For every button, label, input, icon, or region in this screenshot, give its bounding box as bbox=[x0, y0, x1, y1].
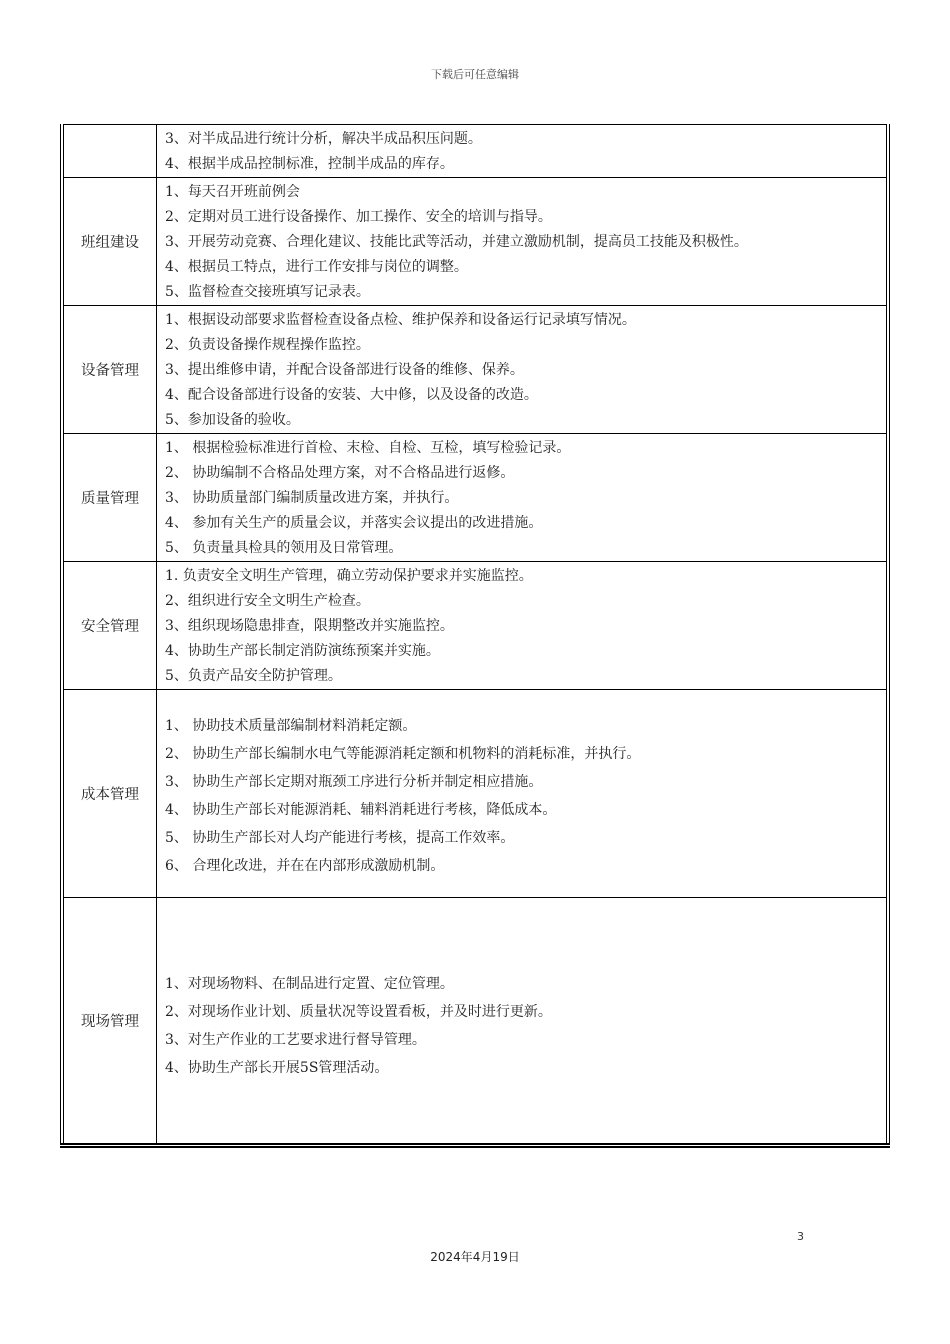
responsibility-table bbox=[60, 124, 890, 1148]
list-item: 3、对半成品进行统计分析，解决半成品积压问题。 bbox=[165, 131, 482, 147]
row-content bbox=[157, 178, 889, 306]
list-item: 1、 根据检验标准进行首检、末检、自检、互检，填写检验记录。 bbox=[165, 440, 571, 456]
list-item: 3、组织现场隐患排查，限期整改并实施监控。 bbox=[165, 618, 454, 634]
list-item: 3、对生产作业的工艺要求进行督导管理。 bbox=[165, 1032, 426, 1048]
list-item: 2、 协助生产部长编制水电气等能源消耗定额和机物料的消耗标准，并执行。 bbox=[165, 746, 641, 762]
list-item: 5、监督检查交接班填写记录表。 bbox=[165, 284, 370, 300]
list-item: 2、 协助编制不合格品处理方案，对不合格品进行返修。 bbox=[165, 465, 515, 481]
list-item: 1、每天召开班前例会 bbox=[165, 184, 300, 200]
row-label: 安全管理 bbox=[62, 562, 157, 690]
list-item: 6、 合理化改进，并在在内部形成激励机制。 bbox=[165, 858, 445, 874]
row-content bbox=[157, 562, 889, 690]
list-item: 1、对现场物料、在制品进行定置、定位管理。 bbox=[165, 976, 454, 992]
table-row bbox=[62, 562, 888, 690]
row-label: 设备管理 bbox=[62, 306, 157, 434]
list-item: 4、协助生产部长开展5S管理活动。 bbox=[165, 1060, 389, 1076]
row-content bbox=[157, 898, 889, 1146]
header-note: 下载后可任意编辑 bbox=[431, 68, 519, 81]
list-item: 1、 协助技术质量部编制材料消耗定额。 bbox=[165, 718, 417, 734]
table-row bbox=[62, 178, 888, 306]
table-row bbox=[62, 125, 888, 178]
table-row bbox=[62, 306, 888, 434]
row-label: 现场管理 bbox=[62, 898, 157, 1146]
row-content bbox=[157, 125, 889, 178]
list-item: 4、根据员工特点，进行工作安排与岗位的调整。 bbox=[165, 259, 468, 275]
list-item: 1. 负责安全文明生产管理，确立劳动保护要求并实施监控。 bbox=[165, 568, 533, 584]
list-item: 5、 协助生产部长对人均产能进行考核，提高工作效率。 bbox=[165, 830, 515, 846]
list-item: 2、组织进行安全文明生产检查。 bbox=[165, 593, 370, 609]
list-item: 3、 协助质量部门编制质量改进方案，并执行。 bbox=[165, 490, 459, 506]
table-row bbox=[62, 898, 888, 1146]
row-label: 班组建设 bbox=[62, 178, 157, 306]
list-item: 2、对现场作业计划、质量状况等设置看板，并及时进行更新。 bbox=[165, 1004, 552, 1020]
list-item: 3、开展劳动竞赛、合理化建议、技能比武等活动，并建立激励机制，提高员工技能及积极性。 bbox=[165, 234, 748, 250]
list-item: 5、参加设备的验收。 bbox=[165, 412, 300, 428]
list-item: 5、 负责量具检具的领用及日常管理。 bbox=[165, 540, 403, 556]
list-item: 5、负责产品安全防护管理。 bbox=[165, 668, 342, 684]
list-item: 2、定期对员工进行设备操作、加工操作、安全的培训与指导。 bbox=[165, 209, 552, 225]
table-row bbox=[62, 434, 888, 562]
list-item: 4、配合设备部进行设备的安装、大中修，以及设备的改造。 bbox=[165, 387, 538, 403]
table-row bbox=[62, 690, 888, 898]
row-content bbox=[157, 690, 889, 898]
list-item: 4、根据半成品控制标准，控制半成品的库存。 bbox=[165, 156, 454, 172]
row-label: 质量管理 bbox=[62, 434, 157, 562]
footer-date: 2024年4月19日 bbox=[430, 1250, 520, 1264]
list-item: 4、 参加有关生产的质量会议，并落实会议提出的改进措施。 bbox=[165, 515, 543, 531]
list-item: 2、负责设备操作规程操作监控。 bbox=[165, 337, 370, 353]
list-item: 3、 协助生产部长定期对瓶颈工序进行分析并制定相应措施。 bbox=[165, 774, 543, 790]
row-content bbox=[157, 306, 889, 434]
row-label: 成本管理 bbox=[62, 690, 157, 898]
row-content bbox=[157, 434, 889, 562]
page-number: 3 bbox=[797, 1230, 804, 1243]
list-item: 3、提出维修申请，并配合设备部进行设备的维修、保养。 bbox=[165, 362, 524, 378]
list-item: 1、根据设动部要求监督检查设备点检、维护保养和设备运行记录填写情况。 bbox=[165, 312, 636, 328]
row-label bbox=[62, 125, 157, 178]
list-item: 4、 协助生产部长对能源消耗、辅料消耗进行考核，降低成本。 bbox=[165, 802, 557, 818]
list-item: 4、协助生产部长制定消防演练预案并实施。 bbox=[165, 643, 440, 659]
